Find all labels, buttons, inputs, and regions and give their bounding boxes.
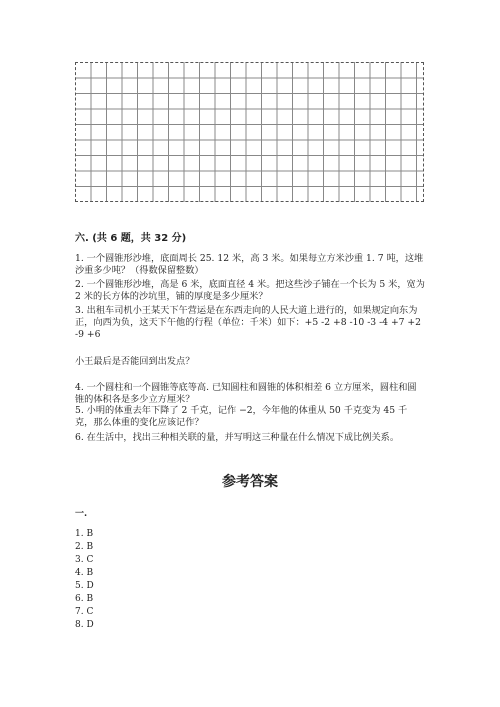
question-1: 1. 一个圆锥形沙堆，底面周长 25. 12 米，高 3 米。如果每立方米沙重 1. 7 吨，这堆沙重多少吨？（得数保留整数） xyxy=(75,253,424,276)
answer-item: 2. B xyxy=(75,542,94,552)
section-title: 六. (共 6 题，共 32 分) xyxy=(75,233,187,244)
answer-item: 6. B xyxy=(75,594,94,604)
answer-grid xyxy=(75,62,424,202)
answer-part-label: 一. xyxy=(75,509,88,519)
answer-item: 5. D xyxy=(75,581,94,591)
answer-title: 参考答案 xyxy=(222,474,278,490)
question-5: 5. 小明的体重去年下降了 2 千克，记作 −2，今年他的体重从 50 千克变为 45 千克，那么体重的变化应该记作？ xyxy=(75,405,408,428)
answer-item: 8. D xyxy=(75,620,94,630)
answer-item: 7. C xyxy=(75,607,94,617)
question-4: 4. 一个圆柱和一个圆锥等底等高. 已知圆柱和圆锥的体积相差 6 立方厘米，圆柱和圆锥的体积各是多少立方厘米？ xyxy=(75,382,417,405)
answer-item: 4. B xyxy=(75,568,94,578)
question-2: 2. 一个圆锥形沙堆，高是 6 米，底面直径 4 米。把这些沙子铺在一个长为 5 米，宽为 2 米的长方体的沙坑里，铺的厚度是多少厘米？ xyxy=(75,279,425,302)
question-3-followup: 小王最后是否能回到出发点？ xyxy=(75,356,195,367)
answer-item: 3. C xyxy=(75,555,94,565)
question-6: 6. 在生活中，找出三种相关联的量，并写明这三种量在什么情况下成比例关系。 xyxy=(75,432,400,443)
question-3: 3. 出租车司机小王某天下午营运是在东西走向的人民大道上进行的，如果规定向东为正，向西为负，这天下午他的行程（单位：千米）如下：+5 -2 +8 -10 -3 -4 +7 +2 -9 +6 xyxy=(75,305,421,340)
answer-item: 1. B xyxy=(75,529,94,539)
